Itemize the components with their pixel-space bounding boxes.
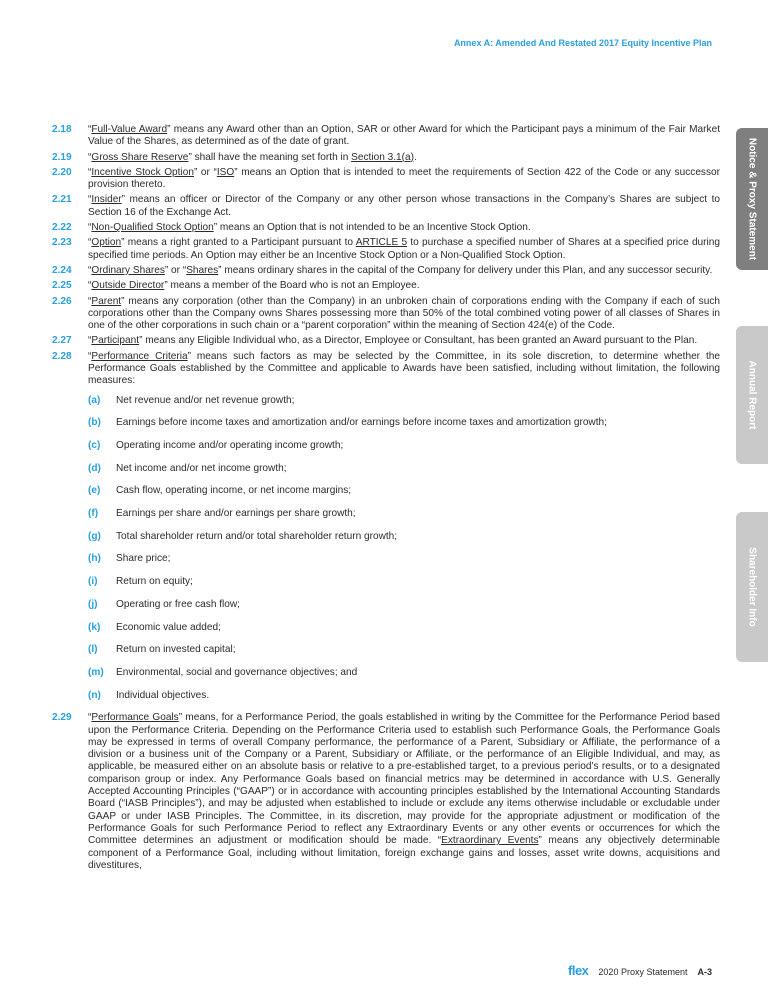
list-item <box>88 690 720 702</box>
definition-text: “Performance Goals” means, for a Performance Period, the goals established in writing by the Committee for the Performance Period based upon the Performance Criteria. Depending on the Performance Criteria used to establish such Performance Goals, the Performance Goals may be expressed in terms of overall Company performance, the performance of a Parent, Subsidiary or Affiliate, the performance of a division or a business unit of the Company or a Parent, Subsidiary or Affiliate, or the performance of an Eligible Individual, and may, as applicable, be measured either on an absolute basis or relative to a pre-established target, to a previous period’s results, or to a designated comparison group or index. Any Performance Goals based on financial metrics may be determined in accordance with U.S. Generally Accepted Accounting Principles (“GAAP”) or in accordance with accounting principles established by the International Accounting Standards Board (“IASB Principles”), and may be adjusted when established to include or exclude any items otherwise includable or excludable under GAAP or under IASB Principles. The Committee, in its discretion, may provide for the appropriate adjustment or modification of the Performance Goals for such Performance Period to reflect any Extraordinary Events or any other events or occurrences for which the Committee determines an adjustment or modification should be made. “Extraordinary Events” means any objectively determinable component of a Performance Goal, including without limitation, foreign exchange gains and losses, asset write downs, acquisitions and divestitures, <box>88 712 720 871</box>
document-body <box>52 124 720 875</box>
list-letter: (n) <box>88 689 101 701</box>
section-number: 2.23 <box>52 237 72 249</box>
list-text: Environmental, social and governance objectives; and <box>116 666 358 678</box>
side-tab-label: Annual Report <box>746 360 758 430</box>
list-letter: (k) <box>88 621 101 633</box>
list-letter: (i) <box>88 576 98 588</box>
definition-text: “Incentive Stock Option” or “ISO” means an Option that is intended to meet the requirements of Section 422 of the Code or any successor provision thereto. <box>88 166 720 191</box>
list-text: Earnings per share and/or earnings per share growth; <box>116 508 356 520</box>
flex-logo: flex <box>568 963 589 978</box>
defined-term: Performance Goals <box>91 712 179 724</box>
list-text: Individual objectives. <box>116 689 210 701</box>
definition-2-19 <box>52 152 720 164</box>
defined-term: Insider <box>91 194 122 206</box>
list-letter: (h) <box>88 553 101 565</box>
defined-term: Extraordinary Events <box>441 835 539 847</box>
defined-term: Incentive Stock Option <box>91 166 194 178</box>
page-footer <box>568 963 712 978</box>
section-number: 2.27 <box>52 335 72 347</box>
section-number: 2.20 <box>52 166 72 178</box>
list-letter: (g) <box>88 530 101 542</box>
definition-2-23 <box>52 237 720 262</box>
list-text: Share price; <box>116 553 171 565</box>
defined-term: Ordinary Shares <box>91 264 165 276</box>
definition-2-25 <box>52 280 720 292</box>
list-letter: (d) <box>88 462 101 474</box>
definition-2-22 <box>52 222 720 234</box>
list-text: Operating income and/or operating income growth; <box>116 440 344 452</box>
defined-term: Shares <box>186 264 219 276</box>
cross-reference-link[interactable]: Section 3.1(a) <box>351 151 414 163</box>
defined-term: Outside Director <box>91 280 165 292</box>
defined-term: Parent <box>91 295 122 307</box>
list-text: Net revenue and/or net revenue growth; <box>116 394 295 406</box>
definition-2-20 <box>52 167 720 192</box>
page-number: A-3 <box>697 967 712 977</box>
definition-text: “Parent” means any corporation (other than the Company) in an unbroken chain of corporations ending with the Company if each of such corporations other than the Company owns Shares possessing more than 50% of the total combined voting power of all classes of Shares in one of the other corporations in such chain or a “parent corporation” within the meaning of Section 424(e) of the Code. <box>88 295 720 332</box>
definition-text: “Outside Director” means a member of the Board who is not an Employee. <box>88 280 420 292</box>
list-item <box>88 599 720 611</box>
side-tab-label: Shareholder Info <box>746 547 758 627</box>
defined-term: Full-Value Award <box>91 124 168 135</box>
defined-term: Non-Qualified Stock Option <box>91 222 214 234</box>
definition-text: “Insider” means an officer or Director of the Company or any other person whose transactions in the Company’s Shares are subject to Section 16 of the Exchange Act. <box>88 194 720 218</box>
list-item <box>88 417 720 429</box>
list-item <box>88 508 720 520</box>
defined-term: ISO <box>216 166 235 178</box>
list-letter: (j) <box>88 598 98 610</box>
defined-term: Participant <box>91 335 140 347</box>
section-number: 2.21 <box>52 194 72 206</box>
list-letter: (a) <box>88 394 101 406</box>
page-header: Annex A: Amended And Restated 2017 Equity Incentive Plan <box>453 38 712 48</box>
side-tab-annual-report[interactable] <box>736 326 768 464</box>
definition-text: “Participant” means any Eligible Individual who, as a Director, Employee or Consultant, has been granted an Award pursuant to the Plan. <box>88 335 698 347</box>
definition-text: “Performance Criteria” means such factors as may be selected by the Committee, in its sole discretion, to determine whether the Performance Goals established by the Committee and applicable to Awards have been satisfied, including without limitation, the following measures: <box>88 350 720 387</box>
section-number: 2.28 <box>52 350 72 362</box>
side-tab-shareholder-info[interactable] <box>736 512 768 662</box>
list-text: Return on invested capital; <box>116 644 236 656</box>
definition-2-24 <box>52 265 720 277</box>
list-text: Economic value added; <box>116 621 221 633</box>
list-text: Cash flow, operating income, or net income margins; <box>116 485 352 497</box>
definition-text: “Option” means a right granted to a Participant pursuant to ARTICLE 5 to purchase a specified number of Shares at a specified price during specified time periods. An Option may either be an Incentive Stock Option or a Non-Qualified Stock Option. <box>88 237 720 261</box>
definition-text: “Gross Share Reserve” shall have the meaning set forth in Section 3.1(a). <box>88 151 417 163</box>
list-item <box>88 553 720 565</box>
definition-2-27 <box>52 335 720 347</box>
performance-criteria-list <box>88 395 720 702</box>
list-item <box>88 485 720 497</box>
footer-doc-title: 2020 Proxy Statement <box>598 967 688 977</box>
definition-text: “Ordinary Shares” or “Shares” means ordinary shares in the capital of the Company for delivery under this Plan, and any successor security. <box>88 264 713 276</box>
definition-2-29 <box>52 712 720 872</box>
list-item <box>88 644 720 656</box>
section-number: 2.25 <box>52 280 72 292</box>
list-letter: (l) <box>88 644 98 656</box>
side-tab-label: Notice & Proxy Statement <box>746 137 758 261</box>
section-number: 2.29 <box>52 712 72 724</box>
list-letter: (e) <box>88 485 101 497</box>
list-text: Earnings before income taxes and amortization and/or earnings before income taxes and amortization growth; <box>116 417 607 429</box>
defined-term: Option <box>91 237 122 249</box>
section-number: 2.18 <box>52 124 72 135</box>
list-letter: (f) <box>88 508 99 520</box>
definition-2-21 <box>52 194 720 219</box>
side-tab-notice-proxy[interactable] <box>736 128 768 270</box>
section-number: 2.26 <box>52 295 72 307</box>
list-letter: (c) <box>88 440 101 452</box>
list-item <box>88 622 720 634</box>
list-item <box>88 576 720 588</box>
list-text: Total shareholder return and/or total shareholder return growth; <box>116 530 398 542</box>
defined-term: Gross Share Reserve <box>91 151 189 163</box>
list-item <box>88 667 720 679</box>
definition-text: “Full-Value Award” means any Award other than an Option, SAR or other Award for which the Participant pays a minimum of the Fair Market Value of the Shares, as determined as of the date of grant. <box>88 124 721 148</box>
definition-2-28 <box>52 351 720 388</box>
list-text: Net income and/or net income growth; <box>116 462 287 474</box>
list-text: Return on equity; <box>116 576 193 588</box>
list-letter: (b) <box>88 417 101 429</box>
cross-reference-link[interactable]: ARTICLE 5 <box>355 237 408 249</box>
definition-text: “Non-Qualified Stock Option” means an Option that is not intended to be an Incentive Stock Option. <box>88 222 531 234</box>
section-number: 2.22 <box>52 222 72 234</box>
defined-term: Performance Criteria <box>91 350 188 362</box>
list-letter: (m) <box>88 666 104 678</box>
definition-2-18 <box>52 124 720 149</box>
definition-2-26 <box>52 296 720 333</box>
list-item <box>88 440 720 452</box>
list-item <box>88 463 720 475</box>
list-item <box>88 531 720 543</box>
section-number: 2.24 <box>52 264 72 276</box>
section-number: 2.19 <box>52 151 72 163</box>
list-text: Operating or free cash flow; <box>116 598 240 610</box>
list-item <box>88 395 720 407</box>
